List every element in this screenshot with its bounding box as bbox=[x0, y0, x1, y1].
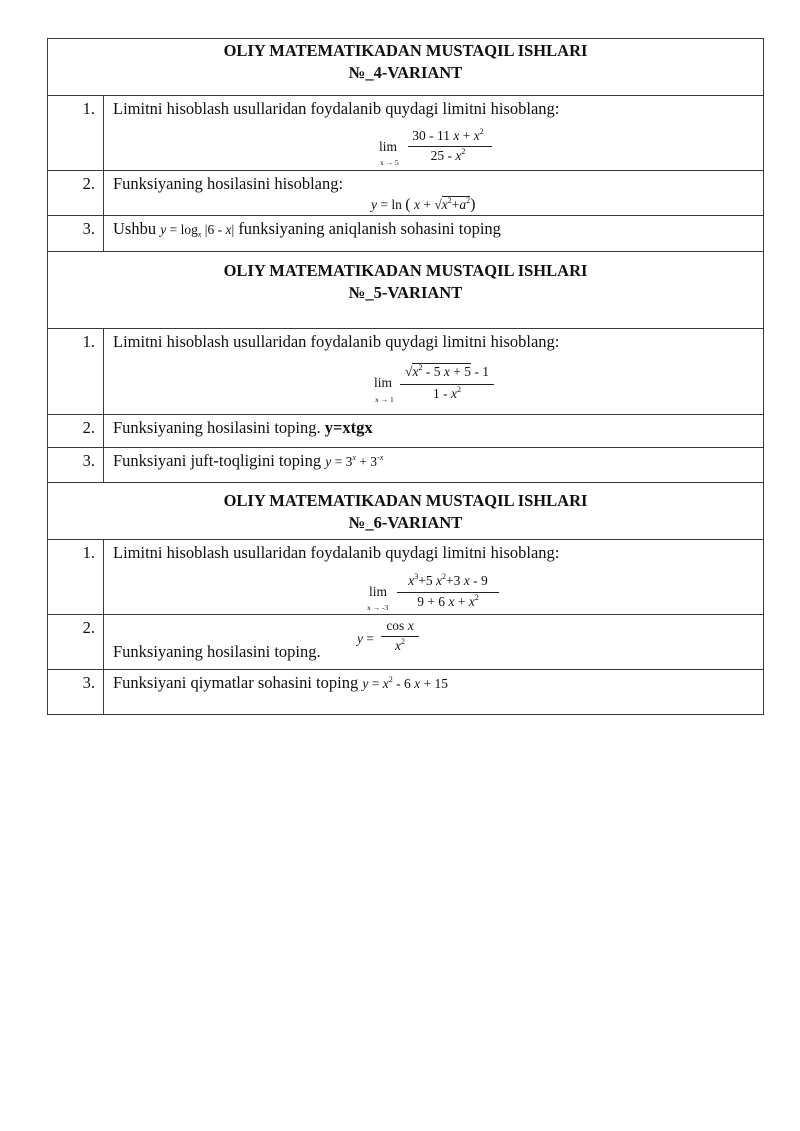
range-formula: $y = x^2 - 6$ x + 15 bbox=[362, 675, 448, 691]
fraction-numerator: 30 - 11 $x + x^2$ bbox=[412, 127, 484, 143]
task-bold-formula: y=xtgx bbox=[324, 418, 373, 437]
task-number: 3. bbox=[82, 219, 95, 238]
task-text-before: Ushbu bbox=[113, 219, 157, 238]
variant-number: №_6-VARIANT bbox=[348, 513, 463, 532]
document-table bbox=[47, 38, 764, 715]
task-number: 1. bbox=[82, 99, 95, 118]
derivative-formula: y = ln ( $x + √x^2+a^2$) bbox=[371, 196, 476, 213]
task-row bbox=[48, 670, 763, 714]
variant-number: №_4-VARIANT bbox=[348, 63, 463, 82]
task-row bbox=[48, 216, 763, 252]
task-text-after: funksiyaning aniqlanish sohasini toping bbox=[238, 219, 501, 238]
task-number: 3. bbox=[82, 673, 95, 692]
variant-number: №_5-VARIANT bbox=[348, 283, 463, 302]
log-formula: $y = \log_x |6 - x|$ bbox=[160, 222, 235, 239]
task-text: Limitni hisoblash usullaridan foydalanib quydagi limitni hisoblang: bbox=[113, 543, 560, 562]
task-text: Limitni hisoblash usullaridan foydalanib quydagi limitni hisoblang: bbox=[113, 332, 560, 351]
fraction-bar bbox=[381, 636, 419, 637]
fraction-denominator: $1 - x^2$ bbox=[433, 385, 461, 401]
lim-symbol: lim bbox=[374, 375, 393, 390]
task-number: 2. bbox=[82, 618, 95, 637]
variant-title: OLIY MATEMATIKADAN MUSTAQIL ISHLARI bbox=[223, 41, 588, 60]
variant-header bbox=[48, 252, 763, 329]
variant-header bbox=[48, 39, 763, 96]
task-text: Limitni hisoblash usullaridan foydalanib quydagi limitni hisoblang: bbox=[113, 99, 560, 118]
task-text: Funksiyaning hosilasini hisoblang: bbox=[113, 174, 344, 193]
task-number: 3. bbox=[82, 451, 95, 470]
task-row bbox=[48, 448, 763, 483]
task-text: Funksiyani qiymatlar sohasini toping bbox=[113, 673, 359, 692]
task-row bbox=[48, 329, 763, 415]
fraction-bar bbox=[397, 592, 499, 593]
task-text: Funksiyani juft-toqligini toping bbox=[113, 451, 322, 470]
lim-subscript: x → 1 bbox=[375, 395, 394, 404]
fraction-numerator: $x^3+5$ $x^2+3$ x - 9 bbox=[408, 572, 488, 588]
task-number: 2. bbox=[82, 174, 95, 193]
task-number: 1. bbox=[82, 332, 95, 351]
task-number: 2. bbox=[82, 418, 95, 437]
fraction-bar bbox=[400, 384, 494, 385]
lim-subscript: x → -3 bbox=[367, 603, 389, 612]
fraction-denominator: 9 + 6 $x + x^2$ bbox=[417, 593, 479, 609]
task-row bbox=[48, 415, 763, 448]
fraction-numerator: $√x^2 - 5$ x + 5 - 1 bbox=[405, 363, 489, 379]
task-row bbox=[48, 171, 763, 216]
variant-title: OLIY MATEMATIKADAN MUSTAQIL ISHLARI bbox=[223, 491, 588, 510]
lim-subscript: x → 5 bbox=[380, 158, 399, 167]
variant-header bbox=[48, 483, 763, 540]
task-row bbox=[48, 96, 763, 171]
task-text: Funksiyaning hosilasini toping. bbox=[113, 642, 321, 661]
parity-formula: $y = 3^x + 3^{-x}$ bbox=[325, 453, 384, 469]
fraction-denominator: $25 - x^2$ bbox=[430, 147, 466, 163]
lim-symbol: lim bbox=[369, 584, 388, 599]
task-number: 1. bbox=[82, 543, 95, 562]
lim-symbol: lim bbox=[379, 139, 398, 154]
task-text: Funksiyaning hosilasini toping. bbox=[113, 418, 321, 437]
fraction-numerator: cos x bbox=[386, 618, 414, 633]
fraction-denominator: $x^2$ bbox=[395, 637, 405, 653]
fraction-bar bbox=[408, 146, 492, 147]
variant-title: OLIY MATEMATIKADAN MUSTAQIL ISHLARI bbox=[223, 261, 588, 280]
task-row bbox=[48, 540, 763, 615]
task-row: 2. Funksiyaning hosilasini toping. y = cos x $x^2$ bbox=[48, 615, 763, 670]
